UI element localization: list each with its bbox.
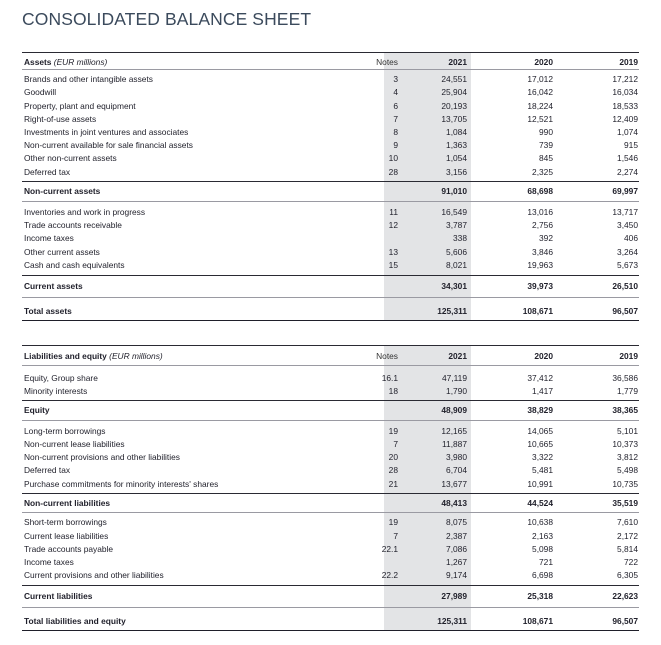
rule bbox=[22, 512, 639, 513]
table-row bbox=[22, 126, 639, 139]
rule bbox=[22, 630, 639, 631]
value-2021: 9,174 bbox=[446, 570, 467, 580]
value-2019: 2,274 bbox=[617, 167, 638, 177]
table-row bbox=[22, 464, 639, 477]
value-2019: 7,610 bbox=[617, 517, 638, 527]
value-2020: 392 bbox=[539, 233, 553, 243]
year-2019-header: 2019 bbox=[619, 351, 638, 361]
value-2021: 8,075 bbox=[446, 517, 467, 527]
value-2019: 12,409 bbox=[612, 114, 638, 124]
value-2021: 47,119 bbox=[442, 373, 467, 383]
value-2019: 96,507 bbox=[612, 616, 638, 626]
table-row bbox=[22, 86, 639, 99]
value-2021: 48,413 bbox=[441, 498, 467, 508]
table-row bbox=[22, 516, 639, 529]
subtotal-row bbox=[22, 590, 639, 603]
value-2019: 69,997 bbox=[612, 186, 638, 196]
value-2019: 36,586 bbox=[612, 373, 638, 383]
row-notes: 18 bbox=[388, 386, 398, 396]
value-2019: 17,212 bbox=[612, 74, 638, 84]
value-2020: 68,698 bbox=[527, 186, 553, 196]
value-2020: 39,973 bbox=[527, 281, 553, 291]
row-label: Inventories and work in progress bbox=[24, 207, 146, 217]
total-row bbox=[22, 305, 639, 318]
value-2020: 25,318 bbox=[527, 591, 553, 601]
liabilities-header-row bbox=[22, 350, 639, 363]
notes-header: Notes bbox=[376, 351, 398, 361]
liabilities-header-label: Liabilities and equity bbox=[24, 351, 107, 361]
table-row bbox=[22, 73, 639, 86]
row-notes: 20 bbox=[388, 452, 398, 462]
row-label: Trade accounts payable bbox=[24, 544, 114, 554]
rule bbox=[22, 420, 639, 421]
rule bbox=[22, 69, 639, 70]
value-2020: 1,417 bbox=[532, 386, 553, 396]
value-2020: 10,991 bbox=[527, 479, 553, 489]
table-row bbox=[22, 425, 639, 438]
value-2020: 37,412 bbox=[527, 373, 553, 383]
row-label: Equity, Group share bbox=[24, 373, 98, 383]
row-label: Other non-current assets bbox=[24, 153, 117, 163]
rule bbox=[22, 320, 639, 321]
subtotal-label: Equity bbox=[24, 405, 50, 415]
value-2021: 1,267 bbox=[446, 557, 467, 567]
value-2021: 13,705 bbox=[441, 114, 467, 124]
value-2021: 3,787 bbox=[446, 220, 467, 230]
assets-header-unit: (EUR millions) bbox=[53, 57, 108, 67]
row-label: Property, plant and equipment bbox=[24, 101, 136, 111]
value-2020: 739 bbox=[539, 140, 553, 150]
table-row bbox=[22, 232, 639, 245]
value-2021: 2,387 bbox=[446, 531, 467, 541]
value-2021: 1,790 bbox=[446, 386, 467, 396]
rule bbox=[22, 585, 639, 586]
table-row bbox=[22, 569, 639, 582]
value-2019: 406 bbox=[624, 233, 638, 243]
year-2019-header: 2019 bbox=[619, 57, 638, 67]
value-2019: 10,373 bbox=[612, 439, 638, 449]
value-2021: 13,677 bbox=[441, 479, 467, 489]
rule bbox=[22, 607, 639, 608]
value-2020: 6,698 bbox=[532, 570, 553, 580]
row-label: Current lease liabilities bbox=[24, 531, 109, 541]
value-2019: 1,779 bbox=[617, 386, 638, 396]
table-row bbox=[22, 166, 639, 179]
assets-header-label: Assets bbox=[24, 57, 52, 67]
value-2021: 16,549 bbox=[441, 207, 467, 217]
table-row bbox=[22, 438, 639, 451]
value-2021: 7,086 bbox=[446, 544, 467, 554]
row-notes: 15 bbox=[388, 260, 398, 270]
table-row bbox=[22, 451, 639, 464]
table-row bbox=[22, 246, 639, 259]
subtotal-row bbox=[22, 280, 639, 293]
rule bbox=[22, 52, 639, 53]
year-2021-header: 2021 bbox=[448, 57, 467, 67]
value-2019: 1,546 bbox=[617, 153, 638, 163]
value-2021: 11,887 bbox=[442, 439, 467, 449]
value-2019: 722 bbox=[624, 557, 638, 567]
table-row bbox=[22, 556, 639, 569]
table-row bbox=[22, 478, 639, 491]
row-notes: 7 bbox=[393, 531, 398, 541]
value-2021: 24,551 bbox=[441, 74, 467, 84]
rule bbox=[22, 275, 639, 276]
table-row bbox=[22, 219, 639, 232]
row-notes: 7 bbox=[393, 114, 398, 124]
value-2019: 5,814 bbox=[617, 544, 638, 554]
value-2019: 915 bbox=[624, 140, 638, 150]
value-2020: 990 bbox=[539, 127, 553, 137]
value-2019: 3,264 bbox=[617, 247, 638, 257]
value-2021: 125,311 bbox=[437, 616, 467, 626]
rule bbox=[22, 345, 639, 346]
value-2021: 20,193 bbox=[441, 101, 467, 111]
notes-header: Notes bbox=[376, 57, 398, 67]
value-2020: 5,098 bbox=[532, 544, 553, 554]
value-2020: 19,963 bbox=[527, 260, 553, 270]
value-2020: 10,638 bbox=[527, 517, 553, 527]
value-2019: 10,735 bbox=[612, 479, 638, 489]
table-row bbox=[22, 206, 639, 219]
row-notes: 19 bbox=[388, 517, 398, 527]
liabilities-header-unit: (EUR millions) bbox=[109, 351, 163, 361]
row-label: Deferred tax bbox=[24, 167, 71, 177]
value-2021: 12,165 bbox=[441, 426, 467, 436]
value-2021: 338 bbox=[453, 233, 467, 243]
value-2019: 18,533 bbox=[612, 101, 638, 111]
value-2021: 6,704 bbox=[446, 465, 467, 475]
row-label: Other current assets bbox=[24, 247, 100, 257]
row-label: Income taxes bbox=[24, 233, 74, 243]
row-label: Non-current available for sale financial assets bbox=[24, 140, 193, 150]
value-2019: 1,074 bbox=[617, 127, 638, 137]
page-title: CONSOLIDATED BALANCE SHEET bbox=[22, 9, 312, 29]
row-notes: 16.1 bbox=[381, 373, 398, 383]
value-2021: 1,054 bbox=[446, 153, 467, 163]
row-notes: 21 bbox=[388, 479, 398, 489]
table-row bbox=[22, 543, 639, 556]
subtotal-label: Non-current assets bbox=[24, 186, 101, 196]
value-2021: 34,301 bbox=[441, 281, 467, 291]
row-notes: 4 bbox=[393, 87, 398, 97]
row-notes: 13 bbox=[388, 247, 398, 257]
row-label: Goodwill bbox=[24, 87, 57, 97]
row-label: Income taxes bbox=[24, 557, 74, 567]
row-notes: 7 bbox=[393, 439, 398, 449]
rule bbox=[22, 181, 639, 182]
year-2021-header: 2021 bbox=[448, 351, 467, 361]
total-label: Total liabilities and equity bbox=[24, 616, 126, 626]
value-2019: 5,673 bbox=[617, 260, 638, 270]
row-notes: 12 bbox=[388, 220, 398, 230]
value-2019: 5,498 bbox=[617, 465, 638, 475]
value-2020: 2,163 bbox=[532, 531, 553, 541]
table-row bbox=[22, 113, 639, 126]
rule bbox=[22, 400, 639, 401]
value-2020: 3,846 bbox=[532, 247, 553, 257]
value-2019: 13,717 bbox=[612, 207, 638, 217]
subtotal-label: Non-current liabilities bbox=[24, 498, 111, 508]
value-2020: 2,756 bbox=[532, 220, 553, 230]
row-notes: 6 bbox=[393, 101, 398, 111]
row-notes: 22.2 bbox=[381, 570, 398, 580]
table-row bbox=[22, 372, 639, 385]
value-2020: 2,325 bbox=[532, 167, 553, 177]
value-2019: 35,519 bbox=[612, 498, 638, 508]
subtotal-row bbox=[22, 404, 639, 417]
row-label: Deferred tax bbox=[24, 465, 71, 475]
table-row bbox=[22, 530, 639, 543]
assets-header-row bbox=[22, 56, 639, 69]
subtotal-row bbox=[22, 497, 639, 510]
total-label: Total assets bbox=[24, 306, 72, 316]
value-2019: 26,510 bbox=[612, 281, 638, 291]
value-2021: 5,606 bbox=[446, 247, 467, 257]
total-row bbox=[22, 615, 639, 628]
row-notes: 9 bbox=[393, 140, 398, 150]
table-row bbox=[22, 100, 639, 113]
value-2020: 845 bbox=[539, 153, 553, 163]
row-label: Current provisions and other liabilities bbox=[24, 570, 164, 580]
value-2019: 5,101 bbox=[617, 426, 638, 436]
value-2020: 10,665 bbox=[527, 439, 553, 449]
value-2020: 17,012 bbox=[527, 74, 553, 84]
table-row bbox=[22, 385, 639, 398]
value-2019: 38,365 bbox=[612, 405, 638, 415]
value-2020: 108,671 bbox=[522, 306, 553, 316]
rule bbox=[22, 365, 639, 366]
row-label: Minority interests bbox=[24, 386, 88, 396]
row-label: Cash and cash equivalents bbox=[24, 260, 125, 270]
value-2021: 91,010 bbox=[441, 186, 467, 196]
row-label: Brands and other intangible assets bbox=[24, 74, 153, 84]
value-2020: 18,224 bbox=[527, 101, 553, 111]
row-label: Trade accounts receivable bbox=[24, 220, 122, 230]
year-2020-header: 2020 bbox=[534, 351, 553, 361]
row-notes: 28 bbox=[388, 167, 398, 177]
value-2020: 44,524 bbox=[527, 498, 553, 508]
value-2020: 108,671 bbox=[522, 616, 553, 626]
row-label: Investments in joint ventures and associates bbox=[24, 127, 189, 137]
row-label: Long-term borrowings bbox=[24, 426, 106, 436]
value-2021: 125,311 bbox=[437, 306, 467, 316]
row-notes: 19 bbox=[388, 426, 398, 436]
value-2019: 3,450 bbox=[617, 220, 638, 230]
value-2021: 3,980 bbox=[446, 452, 467, 462]
row-label: Non-current provisions and other liabilities bbox=[24, 452, 180, 462]
value-2019: 3,812 bbox=[617, 452, 638, 462]
value-2020: 12,521 bbox=[527, 114, 553, 124]
value-2021: 1,363 bbox=[446, 140, 467, 150]
value-2019: 2,172 bbox=[617, 531, 638, 541]
value-2020: 721 bbox=[539, 557, 553, 567]
value-2020: 14,065 bbox=[527, 426, 553, 436]
row-label: Non-current lease liabilities bbox=[24, 439, 125, 449]
subtotal-label: Current liabilities bbox=[24, 591, 93, 601]
row-notes: 22.1 bbox=[381, 544, 398, 554]
subtotal-label: Current assets bbox=[24, 281, 83, 291]
table-row bbox=[22, 152, 639, 165]
value-2021: 48,909 bbox=[441, 405, 467, 415]
value-2019: 16,034 bbox=[612, 87, 638, 97]
value-2021: 25,904 bbox=[441, 87, 467, 97]
row-notes: 8 bbox=[393, 127, 398, 137]
row-notes: 11 bbox=[389, 207, 398, 217]
value-2021: 8,021 bbox=[446, 260, 467, 270]
value-2020: 13,016 bbox=[527, 207, 553, 217]
table-row bbox=[22, 139, 639, 152]
rule bbox=[22, 493, 639, 494]
value-2020: 38,829 bbox=[527, 405, 553, 415]
value-2019: 6,305 bbox=[617, 570, 638, 580]
value-2020: 3,322 bbox=[532, 452, 553, 462]
row-notes: 10 bbox=[388, 153, 398, 163]
value-2021: 3,156 bbox=[446, 167, 467, 177]
value-2021: 27,989 bbox=[441, 591, 467, 601]
value-2019: 96,507 bbox=[612, 306, 638, 316]
rule bbox=[22, 201, 639, 202]
row-notes: 28 bbox=[388, 465, 398, 475]
table-row bbox=[22, 259, 639, 272]
value-2019: 22,623 bbox=[612, 591, 638, 601]
subtotal-row bbox=[22, 185, 639, 198]
rule bbox=[22, 297, 639, 298]
row-label: Short-term borrowings bbox=[24, 517, 107, 527]
value-2020: 16,042 bbox=[527, 87, 553, 97]
year-2020-header: 2020 bbox=[534, 57, 553, 67]
row-label: Purchase commitments for minority interests' shares bbox=[24, 479, 219, 489]
value-2021: 1,084 bbox=[446, 127, 467, 137]
value-2020: 5,481 bbox=[532, 465, 553, 475]
row-notes: 3 bbox=[393, 74, 398, 84]
row-label: Right-of-use assets bbox=[24, 114, 97, 124]
